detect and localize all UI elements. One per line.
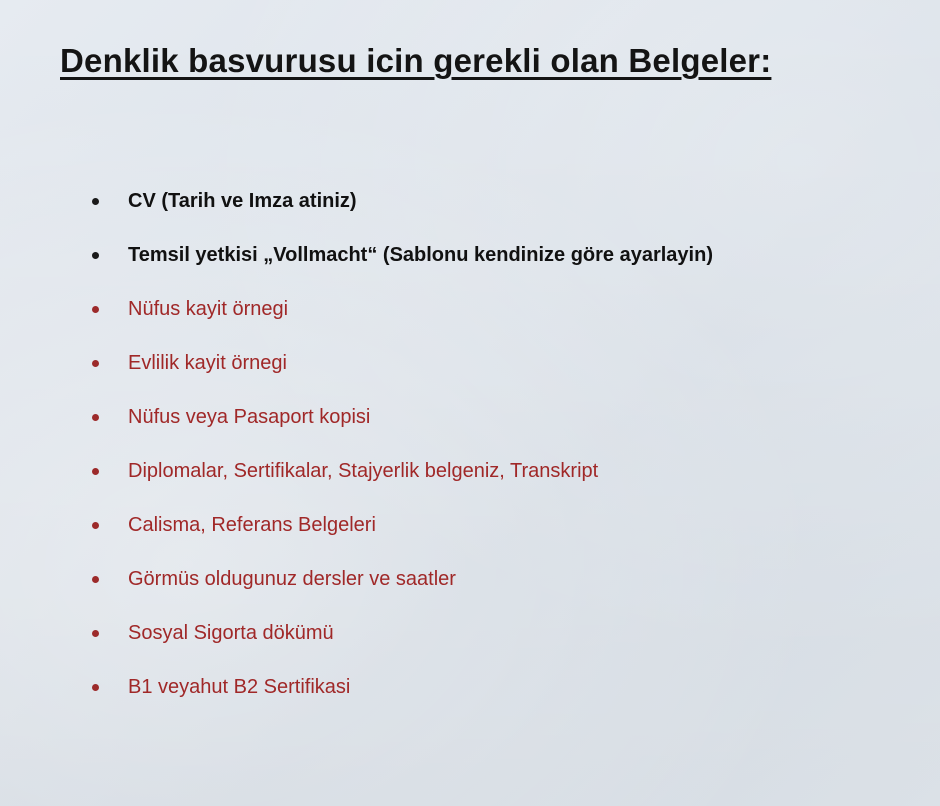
list-item-label: Sosyal Sigorta dökümü <box>128 622 334 644</box>
bullet-icon <box>92 468 99 475</box>
list-item-label: Calisma, Referans Belgeleri <box>128 514 376 536</box>
bullet-icon <box>92 684 99 691</box>
list-item-label: Evlilik kayit örnegi <box>128 352 287 374</box>
list-item <box>92 620 713 674</box>
list-item-label: Diplomalar, Sertifikalar, Stajyerlik belgeniz, Transkript <box>128 460 599 482</box>
list-item <box>92 350 713 404</box>
bullet-icon <box>92 522 99 529</box>
list-item-label: Nüfus veya Pasaport kopisi <box>128 406 371 428</box>
list-item <box>92 242 713 296</box>
bullet-icon <box>92 360 99 367</box>
list-item-label: Görmüs oldugunuz dersler ve saatler <box>128 568 456 590</box>
bullet-icon <box>92 414 99 421</box>
list-item <box>92 512 713 566</box>
document-list <box>92 188 713 728</box>
list-item <box>92 404 713 458</box>
list-item-label: B1 veyahut B2 Sertifikasi <box>128 676 351 698</box>
list-item <box>92 566 713 620</box>
bullet-icon <box>92 252 99 259</box>
bullet-icon <box>92 630 99 637</box>
list-item-label: CV (Tarih ve Imza atiniz) <box>128 190 357 212</box>
page-title: Denklik basvurusu icin gerekli olan Belgeler: <box>60 42 772 79</box>
list-item <box>92 458 713 512</box>
bullet-icon <box>92 576 99 583</box>
list-item-label: Nüfus kayit örnegi <box>128 298 289 320</box>
list-item <box>92 296 713 350</box>
list-item <box>92 674 713 728</box>
list-item <box>92 188 713 242</box>
bullet-icon <box>92 198 99 205</box>
list-item-label: Temsil yetkisi „Vollmacht“ (Sablonu kendinize göre ayarlayin) <box>128 244 713 266</box>
bullet-icon <box>92 306 99 313</box>
